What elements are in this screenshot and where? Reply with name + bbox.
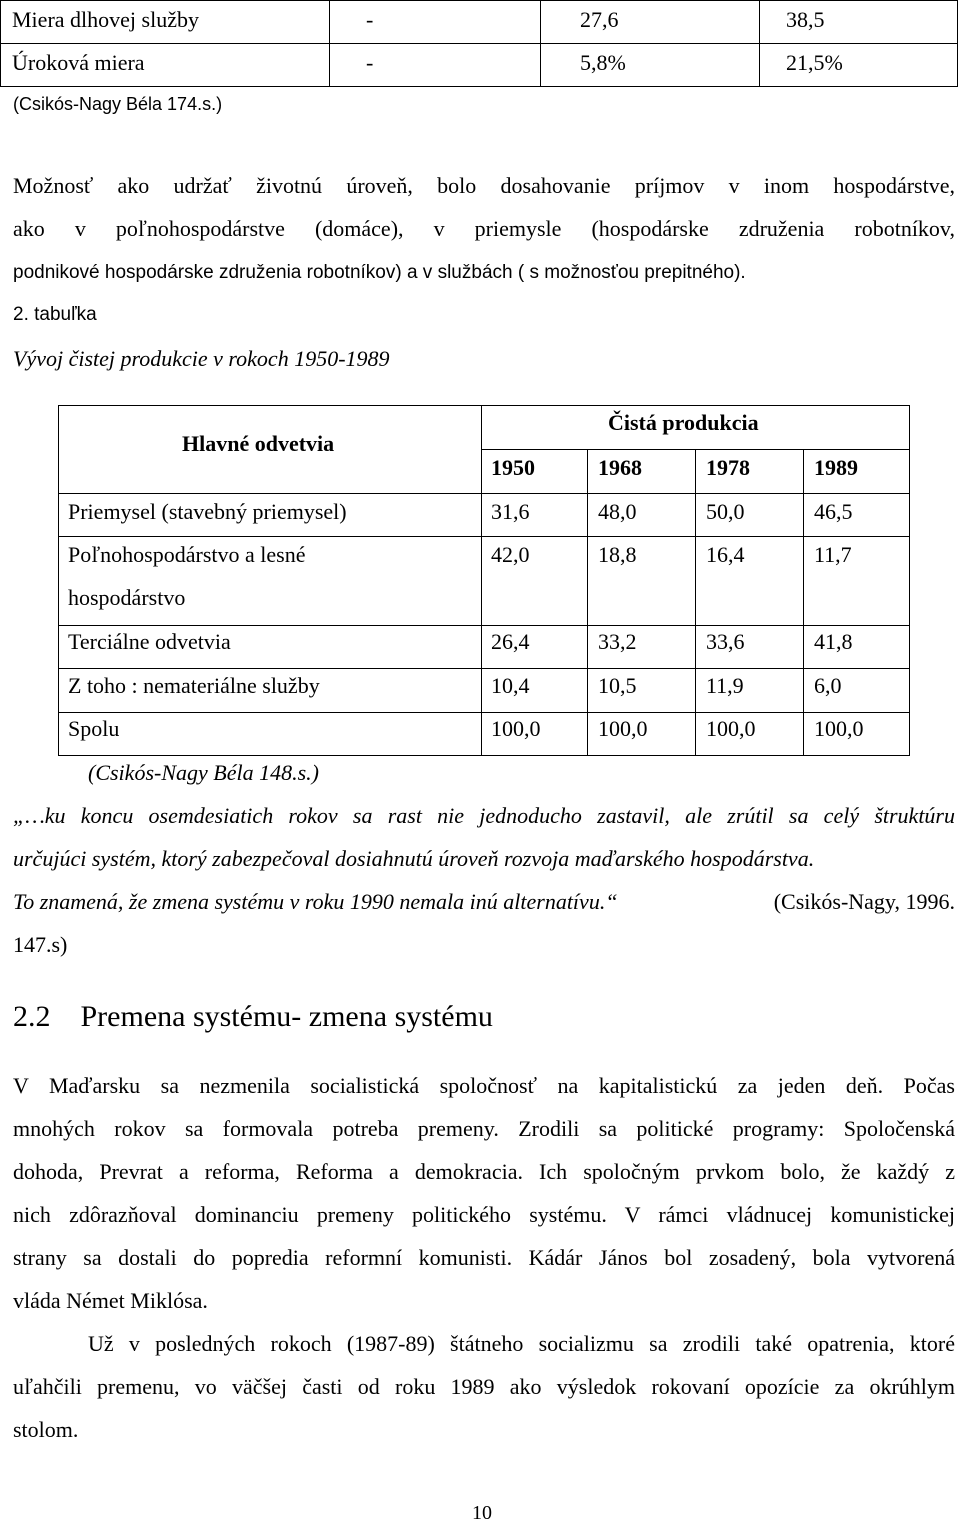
- table-number: 2. tabuľka: [13, 304, 97, 325]
- paragraph-line: podnikové hospodárske združenia robotníkov) a v službách ( s možnosťou prepitného).: [13, 262, 746, 283]
- cell-value: 11,9: [706, 673, 744, 698]
- row-label: Terciálne odvetvia: [68, 629, 231, 654]
- paragraph-line: vláda Német Miklósa.: [13, 1288, 208, 1313]
- section-number: 2.2: [13, 1000, 51, 1033]
- cell-value: 26,4: [491, 629, 530, 654]
- row-label: Poľnohospodárstvo a lesné: [68, 542, 306, 567]
- cell-value: 16,4: [706, 542, 745, 567]
- header-year: 1968: [598, 455, 642, 480]
- source-citation: (Csikós-Nagy Béla 174.s.): [13, 94, 223, 114]
- paragraph-line: mnohých rokov sa formovala potreba premeny. Zrodili sa politické programy: Spoločenská: [13, 1116, 955, 1141]
- quote-reference: 147.s): [13, 932, 68, 957]
- quote-text: To znamená, že zmena systému v roku 1990 nemala inú alternatívu.“: [13, 889, 618, 914]
- cell-value: 21,5%: [786, 50, 843, 75]
- cell-value: 10,4: [491, 673, 530, 698]
- header-year: 1950: [491, 455, 535, 480]
- paragraph-line: dohoda, Prevrat a reforma, Reforma a demokracia. Ich spoločným prvkom bolo, že každý z: [13, 1159, 955, 1184]
- paragraph-line: V Maďarsku sa nezmenila socialistická spoločnosť na kapitalistickú za jeden deň. Počas: [13, 1073, 955, 1098]
- cell-value: 18,8: [598, 542, 637, 567]
- row-label: Úroková miera: [12, 50, 145, 75]
- section-heading: [13, 1000, 493, 1034]
- cell-value: 10,5: [598, 673, 637, 698]
- production-table: [58, 405, 910, 755]
- paragraph-line: stolom.: [13, 1417, 79, 1442]
- cell-value: 100,0: [598, 716, 648, 741]
- paragraph-line: strany sa dostali do popredia reformní komunisti. Kádár János bol zosadený, bola vytvorená: [13, 1245, 955, 1270]
- cell-value: 50,0: [706, 499, 745, 524]
- cell-value: 31,6: [491, 499, 530, 524]
- paragraph-line: uľahčili premenu, vo väčšej časti od roku 1989 ako výsledok rokovaní opozície za okrúhlym: [13, 1374, 955, 1399]
- row-label: Z toho : nemateriálne služby: [68, 673, 320, 698]
- cell-value: 41,8: [814, 629, 853, 654]
- header-sector: Hlavné odvetvia: [182, 431, 335, 456]
- cell-value: 100,0: [814, 716, 864, 741]
- cell-value: 48,0: [598, 499, 637, 524]
- cell-value: 27,6: [580, 7, 619, 32]
- paragraph-line: Už v posledných rokoch (1987-89) štátneho socializmu sa zrodili také opatrenia, ktoré: [88, 1331, 955, 1356]
- table-row: [0, 43, 958, 87]
- page-number: 10: [472, 1502, 492, 1524]
- header-net-production: Čistá produkcia: [608, 410, 759, 435]
- quote-line: „…ku koncu osemdesiatich rokov sa rast nie jednoducho zastavil, ale zrútil sa celý štruktúru: [13, 803, 955, 828]
- cell-value: 5,8%: [580, 50, 626, 75]
- row-label: Spolu: [68, 716, 120, 741]
- cell-value: 100,0: [706, 716, 756, 741]
- header-year: 1978: [706, 455, 750, 480]
- section-title: Premena systému- zmena systému: [80, 1000, 493, 1033]
- cell-value: 42,0: [491, 542, 530, 567]
- cell-value: 11,7: [814, 542, 852, 567]
- cell-value: -: [366, 50, 374, 75]
- cell-value: 100,0: [491, 716, 541, 741]
- row-label: Priemysel (stavebný priemysel): [68, 499, 347, 524]
- cell-value: 33,6: [706, 629, 745, 654]
- paragraph-line: ako v poľnohospodárstve (domáce), v priemysle (hospodárske združenia robotníkov,: [13, 216, 955, 241]
- source-citation: (Csikós-Nagy Béla 148.s.): [88, 760, 319, 785]
- cell-value: 38,5: [786, 7, 825, 32]
- paragraph-line: Možnosť ako udržať životnú úroveň, bolo dosahovanie príjmov v inom hospodárstve,: [13, 173, 955, 198]
- cell-value: 46,5: [814, 499, 853, 524]
- paragraph-line: nich zdôrazňoval dominanciu premeny politického systému. V rámci vládnucej komunistickej: [13, 1202, 955, 1227]
- top-table: [0, 0, 958, 88]
- row-label: hospodárstvo: [68, 585, 186, 610]
- quote-reference: (Csikós-Nagy, 1996.: [773, 889, 955, 914]
- cell-value: 6,0: [814, 673, 842, 698]
- cell-value: -: [366, 7, 374, 32]
- cell-value: 33,2: [598, 629, 637, 654]
- row-label: Miera dlhovej služby: [12, 7, 199, 32]
- table-row: [0, 0, 958, 44]
- table-caption: Vývoj čistej produkcie v rokoch 1950-1989: [13, 346, 390, 371]
- header-year: 1989: [814, 455, 858, 480]
- quote-line: určujúci systém, ktorý zabezpečoval dosiahnutú úroveň rozvoja maďarského hospodárstva.: [13, 846, 815, 871]
- quote-line: [13, 889, 955, 915]
